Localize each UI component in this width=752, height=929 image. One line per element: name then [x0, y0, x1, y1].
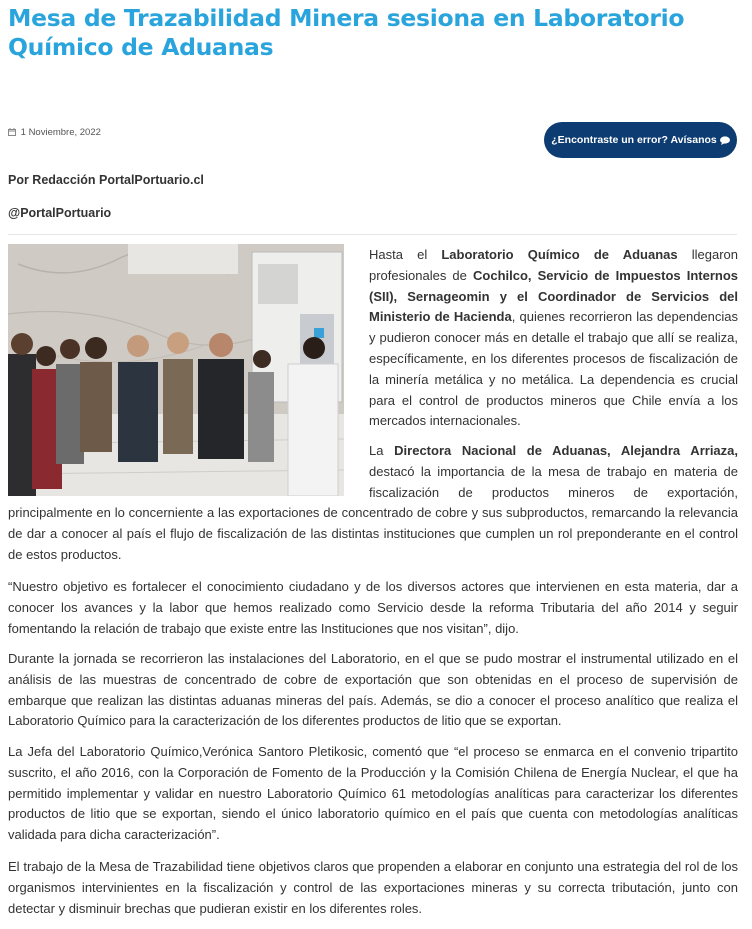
p1-text-e: , quienes recorrieron las dependencias y pudieron conocer más en detalle el trabajo que allí se realiza, específicamente, en los diferentes procesos de fiscalización de la minería metálica y no metálica. La dependencia es crucial para el control de productos mineros que Chile envía a los mercados internacionales.: [369, 309, 738, 429]
comment-icon: [720, 136, 730, 145]
article-photo: [8, 244, 344, 496]
p2-bold-director: Directora Nacional de Aduanas, Alejandra Arriaza,: [394, 443, 738, 458]
paragraph-1: [369, 245, 738, 432]
author-handle: @PortalPortuario: [8, 206, 112, 220]
p1-bold-institutions: Cochilco, Servicio de Impuestos Internos (SII), Sernageomin y el Coordinador de Servicios del Ministerio de Hacienda: [369, 267, 738, 325]
paragraph-2-float: [369, 441, 738, 503]
paragraph-5: La Jefa del Laboratorio Químico,Verónica Santoro Pletikosic, comentó que “el proceso se enmarca en el convenio tripartito suscrito, el año 2016, con la Corporación de Fomento de la Producción y la Comisión Chilena de Energía Nuclear, el que ha permitido implementar y validar en nuestro Laboratorio Químico 61 metodologías analíticas para caracterizar los diferentes productos de litio que se exportan, siendo el único laboratorio químico en el país que cuenta con metodologías analíticas validada para dicha caracterización”.: [8, 744, 738, 843]
p2-text-c: destacó la importancia de la mesa de trabajo en materia de fiscalización de productos mineros de exportación,: [369, 463, 738, 500]
p1-text-a: Hasta el: [369, 247, 442, 262]
lab-visit-photo: [8, 244, 344, 496]
divider: [8, 234, 737, 235]
report-error-label: ¿Encontraste un error? Avísanos: [551, 134, 717, 146]
p1-text-c: llegaron profesionales de: [369, 247, 738, 283]
paragraph-4: Durante la jornada se recorrieron las instalaciones del Laboratorio, en el que se pudo mostrar el instrumental utilizado en el análisis de las muestras de concentrado de cobre de exportación que son obtenidas en el proceso de supervisión de embarque que realizan las distintas aduanas mineras del país. Además, se dio a conocer el proceso analítico que realiza el Laboratorio Químico para la caracterización de los diferentes productos de litio que se exportan.: [8, 651, 738, 729]
article-title: Mesa de Trazabilidad Minera sesiona en Laboratorio Químico de Aduanas: [8, 4, 685, 61]
publish-date-text: 1 Noviembre, 2022: [20, 127, 101, 138]
paragraph-3: “Nuestro objetivo es fortalecer el conocimiento ciudadano y de los diversos actores que intervienen en esta materia, dar a conocer los avances y la labor que hemos realizado como Servicio desde la reforma Tributaria del año 2014 y seguir fomentando la relación de trabajo que existe entre las Instituciones que nos visitan”, dijo.: [8, 579, 738, 636]
publish-date: [8, 127, 101, 138]
report-error-button[interactable]: [544, 122, 737, 158]
author-byline: Por Redacción PortalPortuario.cl: [8, 173, 204, 187]
calendar-icon: [8, 128, 16, 136]
paragraph-6: El trabajo de la Mesa de Trazabilidad tiene objetivos claros que propenden a elaborar en conjunto una estrategia del rol de los organismos intervinientes en la fiscalización y control de las exportaciones mineras y su correcta tributación, junto con detectar y disminuir brechas que pudieran existir en los diferentes roles.: [8, 859, 738, 916]
p2-text-a: La: [369, 443, 395, 458]
p1-bold-lab: Laboratorio Químico de Aduanas: [441, 247, 678, 262]
paragraph-2-cont: principalmente en lo concerniente a las exportaciones de concentrado de cobre y sus subproductos, remarcando la relevancia de dar a conocer al país el flujo de fiscalización de las distintas instituciones que cumplen un rol preponderante en el control de estos productos.: [8, 505, 738, 562]
